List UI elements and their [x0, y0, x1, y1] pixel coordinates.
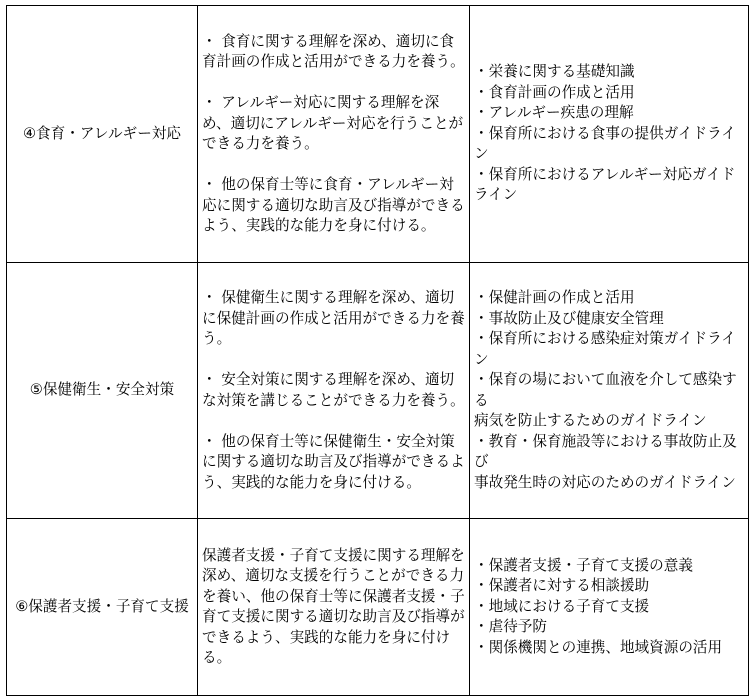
objective-text: ・ 保健衛生に関する理解を深め、適切に保健計画の作成と活用ができる力を養う。	[202, 289, 465, 347]
content-item: ・保育の場において血液を介して感染する	[474, 371, 737, 409]
content-item: ・事故防止及び健康安全管理	[474, 309, 664, 327]
objectives-cell	[198, 519, 470, 696]
objective-text: ・ 安全対策に関する理解を深め、適切な対策を講じることができる力を養う。	[202, 371, 465, 409]
content-item: ・保健計画の作成と活用	[474, 289, 635, 306]
content-item: ・アレルギー疾患の理解	[474, 104, 634, 122]
content-item: ・栄養に関する基礎知識	[474, 63, 635, 81]
table-row	[7, 519, 749, 696]
contents-cell	[470, 519, 749, 696]
objective-text: ・ アレルギー対応に関する理解を深め、適切にアレルギー対応を行うことができる力を養う。	[202, 94, 464, 152]
content-item: ・食育計画の作成と活用	[474, 83, 635, 101]
content-item: ・関係機関との連携、地域資源の活用	[474, 638, 723, 656]
content-item: ・保護者に対する相談援助	[474, 577, 650, 595]
content-item: ・虐待予防	[474, 618, 547, 636]
objective-text: 保護者支援・子育て支援に関する理解を深め、適切な支援を行うことができる力を養い、他の保育士等に保護者支援・子育て支援に関する適切な助言及び指導ができるよう、実践的な能力を身に付ける。	[202, 546, 465, 666]
objective-text: ・ 食育に関する理解を深め、適切に食育計画の作成と活用ができる力を養う。	[202, 32, 465, 70]
content-item: ・地域における子育て支援	[474, 597, 650, 615]
category-cell: ⑤保健衛生・安全対策	[7, 263, 198, 519]
content-item: ・保育所における感染症対策ガイドライン	[474, 330, 736, 368]
content-item: ・教育・保育施設等における事故防止及び	[474, 432, 737, 470]
contents-cell	[470, 6, 749, 263]
objectives-cell	[198, 6, 470, 263]
content-item: 事故発生時の対応のためのガイドライン	[474, 473, 736, 491]
objective-text: ・ 他の保育士等に保健衛生・安全対策に関する適切な助言及び指導ができるよう、実践的な能力を身に付ける。	[202, 432, 465, 491]
content-item: ・保育所におけるアレルギー対応ガイドライン	[474, 165, 736, 204]
content-item: ・保育所における食事の提供ガイドライン	[474, 124, 736, 163]
training-content-table	[6, 5, 749, 696]
category-cell: ⑥保護者支援・子育て支援	[7, 519, 198, 696]
objectives-cell	[198, 263, 470, 519]
contents-cell	[470, 263, 749, 519]
content-item: 病気を防止するためのガイドライン	[474, 412, 707, 429]
table-row	[7, 6, 749, 263]
content-item: ・保護者支援・子育て支援の意義	[474, 556, 693, 574]
objective-text: ・ 他の保育士等に食育・アレルギー対応に関する適切な助言及び指導ができるよう、実践的な能力を身に付ける。	[202, 176, 465, 234]
table-row	[7, 263, 749, 519]
category-cell: ④食育・アレルギー対応	[7, 6, 198, 263]
